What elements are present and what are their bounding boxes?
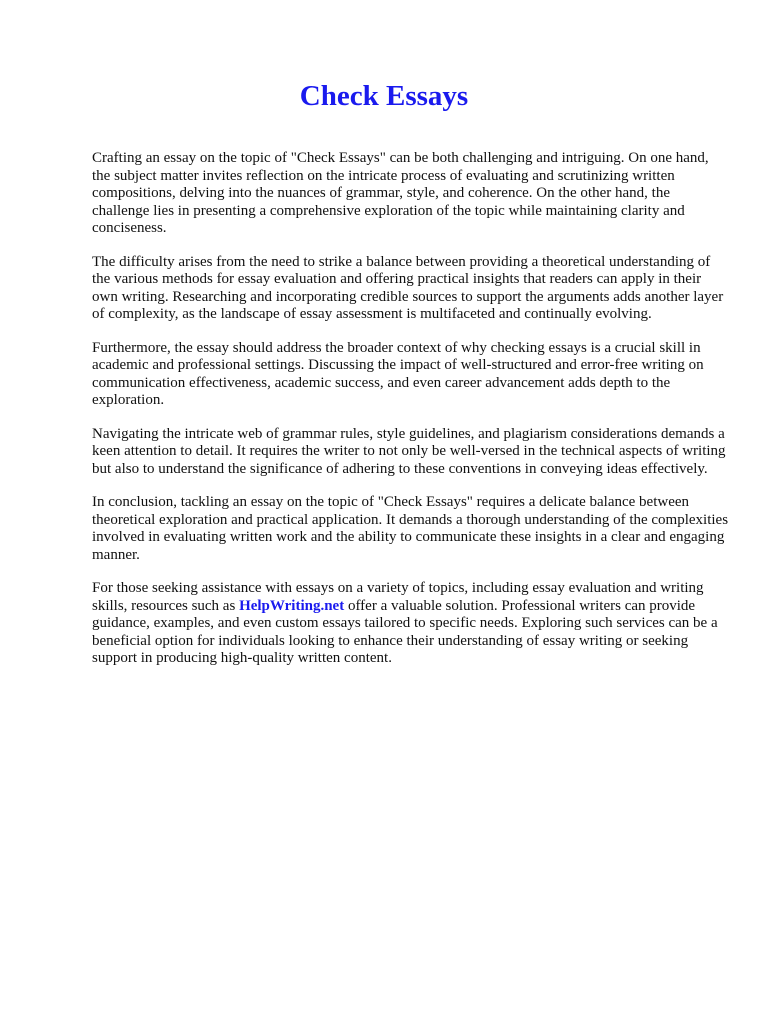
paragraph-6-after-link: offer a valuable solution. Professional writers can provide guidance, examples, and even custom essays tailored to specific needs. Exploring such services can be a beneficial option for individuals looking to enhance their understanding of essay writing or seeking support in producing high-quality written content.	[92, 597, 718, 666]
paragraph-3: Furthermore, the essay should address the broader context of why checking essays is a crucial skill in academic and professional settings. Discussing the impact of well-structured and error-free writing on communication effectiveness, academic success, and even career advancement adds depth to the exploration.	[92, 339, 704, 408]
paragraph-1: Crafting an essay on the topic of "Check Essays" can be both challenging and intriguing. On one hand, the subject matter invites reflection on the intricate process of evaluating and scrutinizing written compositions, delving into the nuances of grammar, style, and coherence. On the other hand, the challenge lies in presenting a comprehensive exploration of the topic while maintaining clarity and conciseness.	[92, 150, 709, 236]
helpwriting-link[interactable]: HelpWriting.net	[239, 597, 345, 614]
paragraph-6	[92, 580, 730, 668]
paragraph-4: Navigating the intricate web of grammar rules, style guidelines, and plagiarism considerations demands a keen attention to detail. It requires the writer to not only be well-versed in the technical aspects of writing but also to understand the significance of adhering to these conventions in conveying ideas effectively.	[92, 425, 726, 477]
paragraph-5: In conclusion, tackling an essay on the topic of "Check Essays" requires a delicate balance between theoretical exploration and practical application. It demands a thorough understanding of the complexities involved in evaluating written work and the ability to communicate these insights in a clear and engaging manner.	[92, 494, 729, 563]
paragraph-6-before-link: For those seeking assistance with essays on a variety of topics, including essay evaluation and writing skills, resources such as	[92, 580, 704, 614]
page-title: Check Essays	[299, 80, 469, 112]
paragraph-2: The difficulty arises from the need to strike a balance between providing a theoretical understanding of the various methods for essay evaluation and offering practical insights that readers can apply in their own writing. Researching and incorporating credible sources to support the arguments adds another layer of complexity, as the landscape of essay assessment is multifaceted and continually evolving.	[92, 253, 724, 322]
